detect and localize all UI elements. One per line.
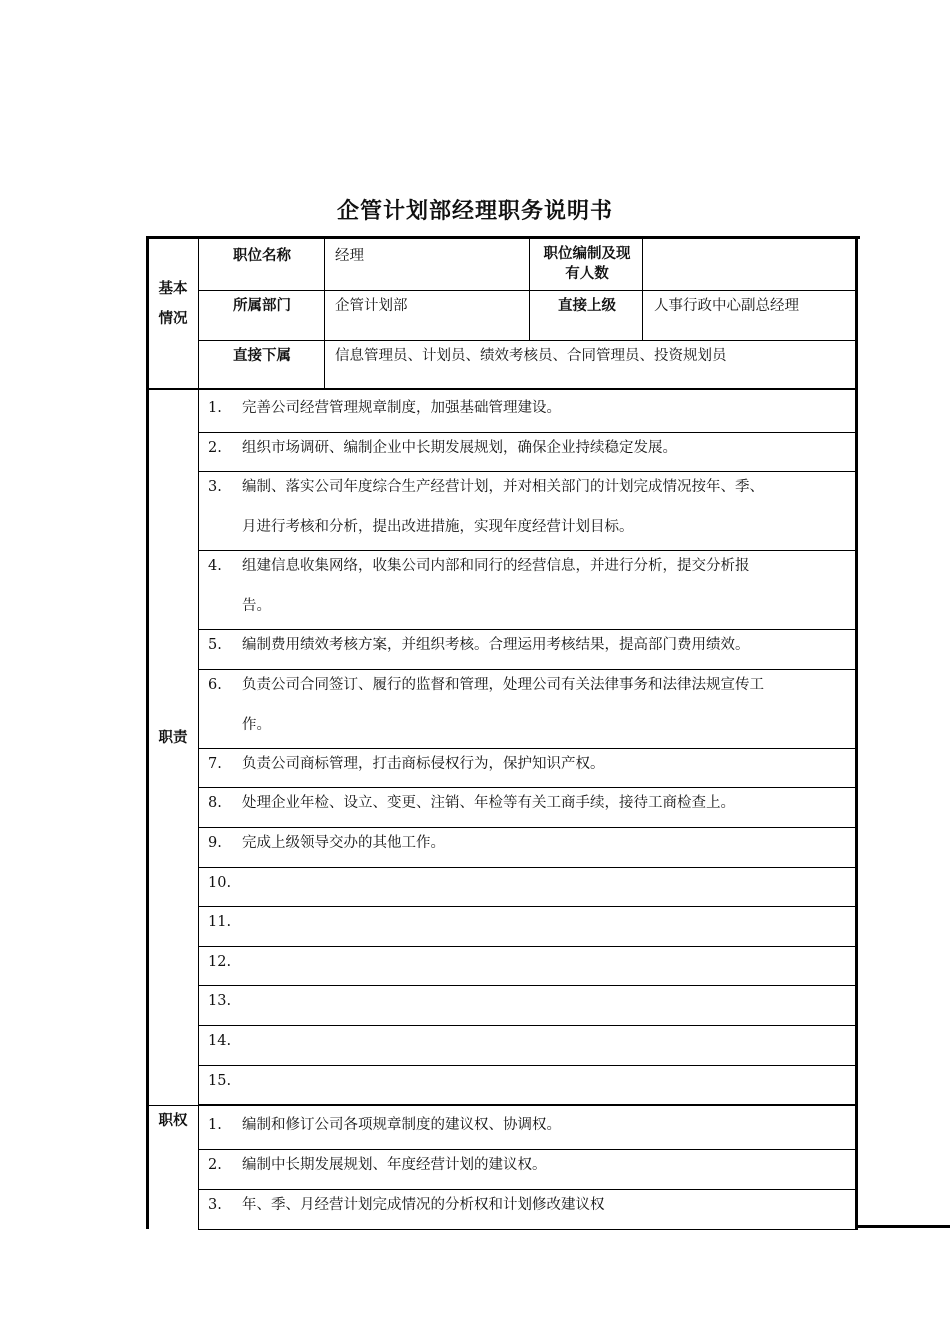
- authority-section-label: 职权: [158, 1113, 188, 1129]
- duties-item-text-line: 负责公司商标管理，打击商标侵权行为，保护知识产权。: [242, 755, 605, 772]
- duties-item: [204, 388, 856, 428]
- basic-column-divider-2: [529, 236, 530, 340]
- duties-item-text: [242, 428, 856, 468]
- duties-item-text-line: 编制、落实公司年度综合生产经营计划，并对相关部门的计划完成情况按年、季、: [242, 479, 764, 496]
- supervisor-value: 人事行政中心副总经理: [654, 298, 799, 314]
- duties-item: [204, 1061, 856, 1101]
- duties-item-text-line: 作。: [242, 716, 271, 733]
- duties-item: [204, 823, 856, 863]
- duties-item-number: 12.: [208, 953, 232, 970]
- authority-item-text-line: 编制和修订公司各项规章制度的建议权、协调权。: [242, 1117, 561, 1133]
- department-value: 企管计划部: [335, 298, 408, 314]
- duties-item-text: [242, 744, 856, 784]
- duties-item: [204, 1021, 856, 1061]
- duties-item: [204, 942, 856, 982]
- table-border-right-extension: [858, 1225, 950, 1228]
- department-label: 所属部门: [233, 298, 291, 314]
- job-description-table: [146, 236, 860, 1229]
- duties-item-text: [242, 783, 856, 823]
- authority-item-text-line: 年、季、月经营计划完成情况的分析权和计划修改建议权: [242, 1197, 605, 1213]
- basic-row-divider-2: [198, 340, 858, 341]
- duties-item-text-line: 组建信息收集网络，收集公司内部和同行的经营信息，并进行分析，提交分析报: [242, 558, 750, 575]
- duties-item-number: 15.: [208, 1072, 232, 1089]
- authority-item-number: 3.: [208, 1197, 222, 1213]
- duties-item: [204, 902, 856, 942]
- duties-item-number: 5.: [208, 637, 222, 654]
- basic-section-label: 基本 情况: [158, 281, 188, 327]
- authority-item-text: [242, 1145, 856, 1185]
- duties-item-number: 3.: [208, 479, 222, 496]
- duties-item-number: 1.: [208, 400, 222, 416]
- position-name-label: 职位名称: [233, 248, 291, 264]
- subordinates-value: 信息管理员、计划员、绩效考核员、合同管理员、投资规划员: [335, 348, 727, 364]
- duties-item-text: [242, 388, 856, 428]
- duties-item-number: 2.: [208, 439, 222, 456]
- duties-item-text-line: 完成上级领导交办的其他工作。: [242, 835, 445, 851]
- table-border-top: [146, 236, 860, 239]
- duties-item-text: [242, 467, 856, 547]
- basic-row-divider-1: [198, 290, 858, 291]
- duties-item-number: 8.: [208, 795, 222, 812]
- duties-item-text: [242, 625, 856, 665]
- headcount-label: 职位编制及现有人数: [543, 246, 631, 282]
- duties-item: [204, 981, 856, 1021]
- section-column-divider: [198, 236, 199, 1229]
- duties-item-text-line: 处理企业年检、设立、变更、注销、年检等有关工商手续，接待工商检查上。: [242, 795, 735, 812]
- authority-item: [204, 1105, 856, 1145]
- duties-item-number: 11.: [208, 914, 232, 931]
- table-border-left: [146, 236, 149, 1229]
- duties-item: [204, 783, 856, 823]
- document-title: 企管计划部经理职务说明书: [336, 199, 613, 224]
- duties-item: [204, 546, 856, 625]
- authority-item-number: 1.: [208, 1117, 222, 1133]
- duties-item: [204, 863, 856, 903]
- duties-item-number: 7.: [208, 755, 222, 772]
- duties-item-number: 13.: [208, 993, 232, 1010]
- authority-item-text: [242, 1105, 856, 1145]
- authority-item: [204, 1185, 856, 1225]
- duties-item-text: [242, 823, 856, 863]
- duties-item-text-line: 负责公司合同签订、履行的监督和管理，处理公司有关法律事务和法律法规宣传工: [242, 676, 764, 693]
- duties-section-label: 职责: [158, 730, 188, 746]
- basic-column-divider-1: [324, 236, 325, 390]
- duties-item: [204, 428, 856, 468]
- basic-column-divider-3: [642, 236, 643, 340]
- authority-item: [204, 1145, 856, 1185]
- duties-item-number: 6.: [208, 676, 222, 693]
- duties-item-number: 14.: [208, 1033, 232, 1049]
- supervisor-label: 直接上级: [558, 298, 616, 314]
- duties-item-text-line: 组织市场调研、编制企业中长期发展规划，确保企业持续稳定发展。: [242, 439, 677, 456]
- authority-item-text-line: 编制中长期发展规划、年度经营计划的建议权。: [242, 1157, 547, 1173]
- authority-item-number: 2.: [208, 1157, 222, 1173]
- duties-item-text: [242, 546, 856, 626]
- duties-item: [204, 665, 856, 744]
- duties-item-text-line: 编制费用绩效考核方案，并组织考核。合理运用考核结果，提高部门费用绩效。: [242, 637, 750, 654]
- duties-item-number: 4.: [208, 558, 222, 575]
- duties-item-text: [242, 665, 856, 745]
- duties-item-text-line: 告。: [242, 598, 271, 615]
- duties-item: [204, 467, 856, 546]
- duties-item-number: 10.: [208, 874, 232, 891]
- duties-item: [204, 625, 856, 665]
- duties-item-number: 9.: [208, 835, 222, 851]
- duties-item-text-line: 完善公司经营管理规章制度，加强基础管理建设。: [242, 400, 561, 416]
- authority-row-divider: [198, 1229, 858, 1230]
- authority-item-text: [242, 1185, 856, 1225]
- subordinates-label: 直接下属: [233, 348, 291, 364]
- duties-item-text-line: 月进行考核和分析，提出改进措施，实现年度经营计划目标。: [242, 519, 634, 536]
- duties-item: [204, 744, 856, 784]
- position-name-value: 经理: [335, 248, 364, 264]
